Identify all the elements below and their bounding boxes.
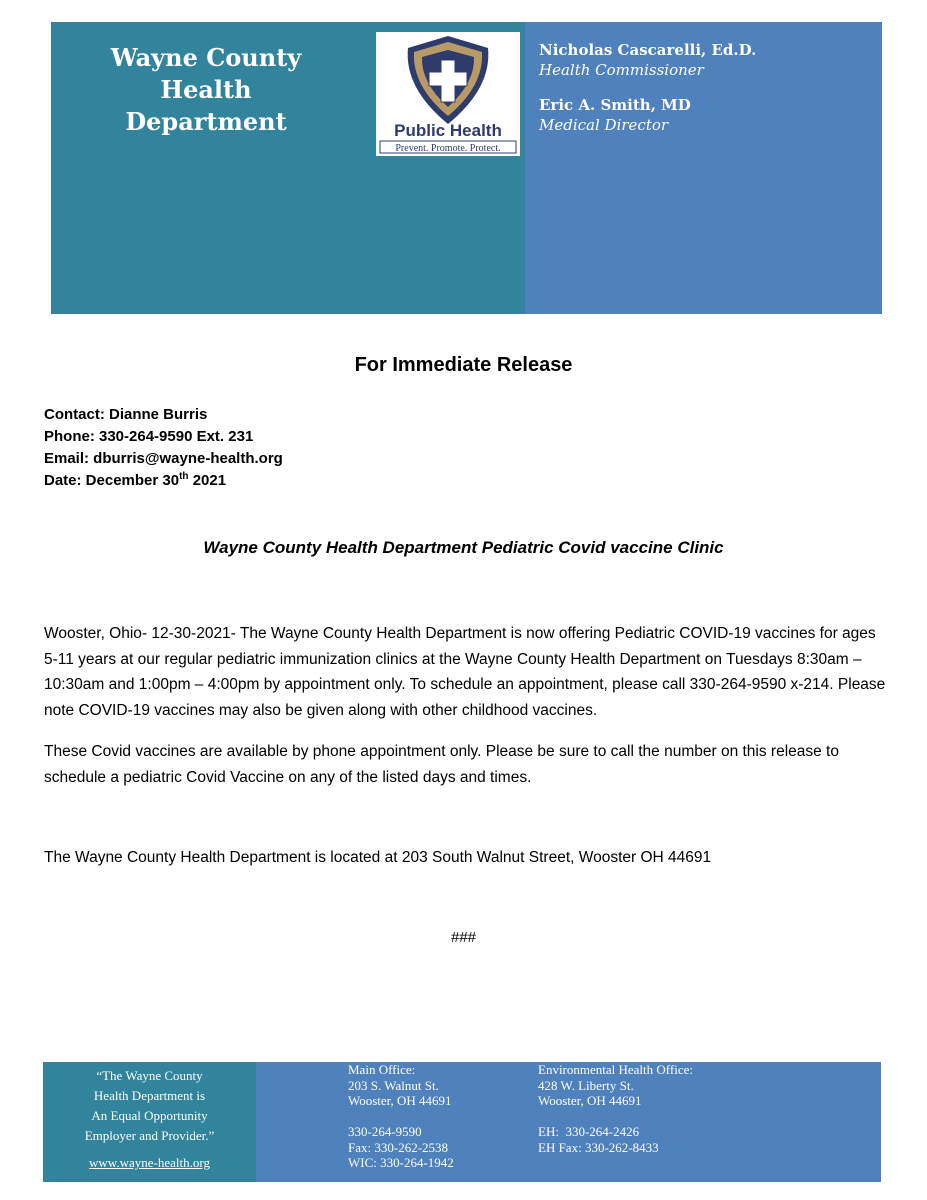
logo-brand-text: Public Health [394,121,502,140]
env-office-phone: EH: 330-264-2426 [538,1124,640,1139]
main-office-wic: WIC: 330-264-1942 [348,1155,454,1170]
cross-shield-icon [376,32,520,156]
commissioner-title: Health Commissioner [539,61,704,79]
main-office-city: Wooster, OH 44691 [348,1093,452,1108]
article-paragraph-2: These Covid vaccines are available by phone appointment only. Please be sure to call the number on this release to schedule a pediatric Covid Vaccine on any of the listed days and times. [44,743,839,786]
org-name-line-2: Health [160,75,252,104]
contact-name: Contact: Dianne Burris [44,406,208,423]
article-paragraph-3: The Wayne County Health Department is located at 203 South Walnut Street, Wooster OH 44691 [44,849,712,866]
medical-director-title: Medical Director [539,116,669,134]
date-text: Date: December 30 [44,472,180,489]
end-of-release-mark: ### [450,929,477,946]
letterhead-banner [51,22,882,314]
spacer [538,1109,738,1125]
website-link[interactable]: www.wayne-health.org [89,1155,210,1170]
slogan-line: Employer and Provider.” [84,1128,215,1143]
spacer [348,1109,548,1125]
org-name-line-3: Department [125,107,287,136]
contact-email: Email: dburris@wayne-health.org [44,450,283,467]
env-office-label: Environmental Health Office: [538,1062,693,1077]
date-year: 2021 [188,472,227,489]
letterhead-right-panel [525,22,882,314]
org-name-line-1: Wayne County [110,43,302,72]
organization-name [91,42,321,138]
contact-block [44,404,544,492]
main-office-label: Main Office: [348,1062,416,1077]
main-office-street: 203 S. Walnut St. [348,1077,439,1093]
slogan-line: An Equal Opportunity [91,1108,208,1123]
env-office-fax: EH Fax: 330-262-8433 [538,1139,659,1155]
letterhead-left-panel [51,22,525,314]
main-office-fax: Fax: 330-262-2538 [348,1139,449,1155]
environmental-office-info [538,1062,738,1155]
main-office-phone: 330-264-9590 [348,1124,422,1139]
officials-list [539,40,869,150]
env-office-street: 428 W. Liberty St. [538,1077,634,1093]
slogan-line: Health Department is [93,1088,206,1103]
logo-tagline-text: Prevent. Promote. Protect. [395,143,501,154]
date-ordinal: th [179,471,189,482]
env-office-city: Wooster, OH 44691 [538,1093,642,1108]
article-paragraph-1: Wooster, Ohio- 12-30-2021- The Wayne County Health Department is now offering Pediatric COVID-19 vaccines for ages 5-11 years at our regular pediatric immunization clinics at the Wayne County Health Department on Tuesdays 8:30am – 10:30am and 1:00pm – 4:00pm by appointment only. To schedule an appointment, please call 330-264-9590 x-214. Please note COVID-19 vaccines may also be given along with other childhood vaccines. [44,625,886,719]
article-title: Wayne County Health Department Pediatric Covid vaccine Clinic [203,538,724,557]
release-date [44,470,544,492]
release-heading: For Immediate Release [354,354,573,376]
footer-left-panel [43,1062,256,1182]
contact-phone: Phone: 330-264-9590 Ext. 231 [44,428,254,445]
footer-banner [43,1062,881,1182]
slogan-line: “The Wayne County [96,1068,203,1083]
public-health-logo [376,32,520,156]
commissioner-name: Nicholas Cascarelli, Ed.D. [539,41,757,59]
footer-right-panel [256,1062,881,1182]
equal-opportunity-statement [43,1062,256,1146]
medical-director-name: Eric A. Smith, MD [539,96,691,114]
main-office-info [348,1062,548,1171]
